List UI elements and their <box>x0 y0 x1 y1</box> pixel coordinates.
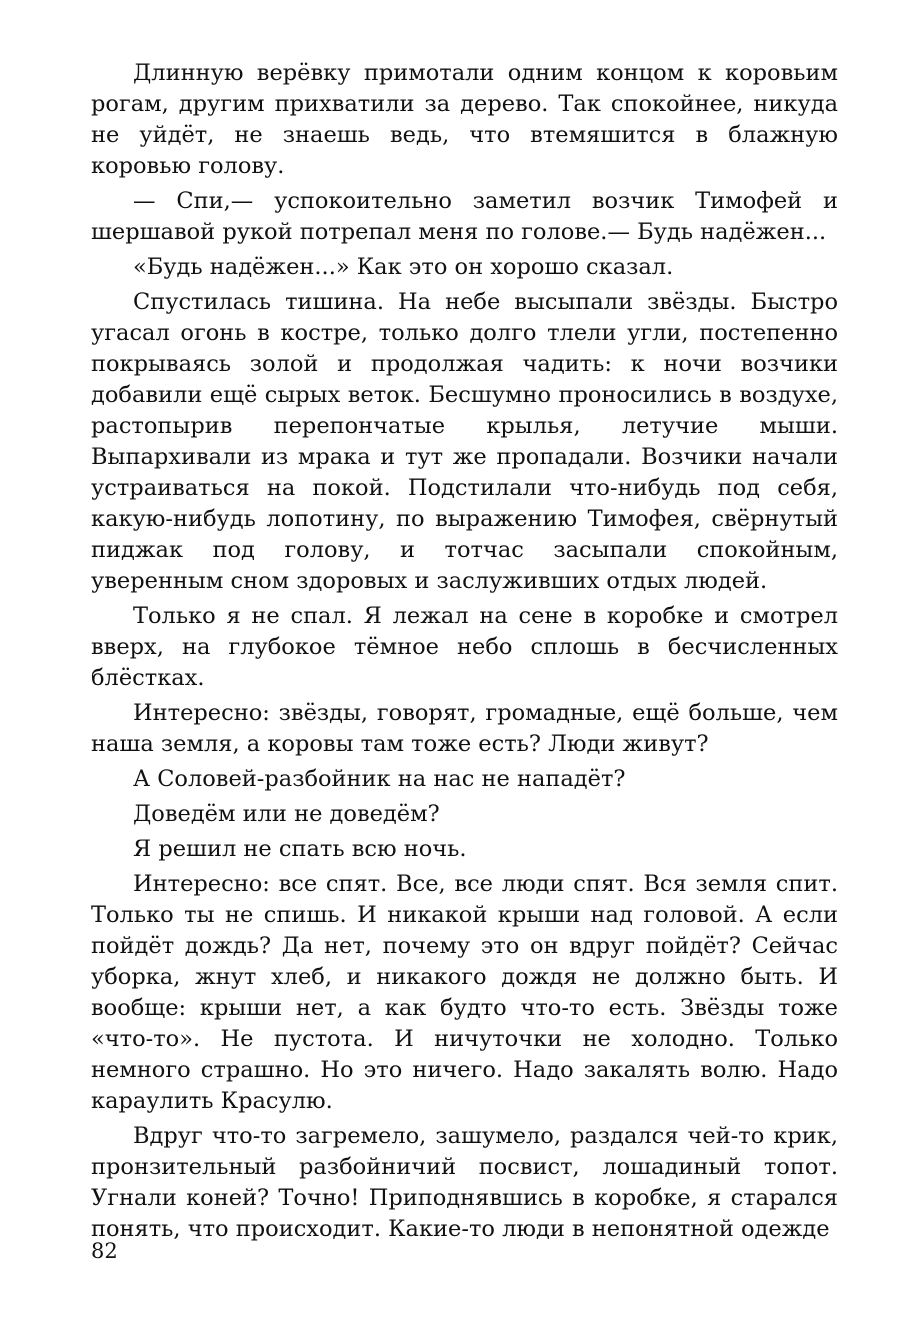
paragraph-7: А Соловей-разбойник на нас не нападёт? <box>133 766 626 792</box>
paragraph-1: Длинную верёвку примотали одним концом к коровьим рогам, другим прихватили за дерево. Так спокойнее, никуда не уйдёт, не знаешь ведь, что втемяшится в блажную коровью голову. <box>91 60 838 179</box>
page-number: 82 <box>91 1239 118 1263</box>
paragraph-10: Интересно: все спят. Все, все люди спят. Вся земля спит. Только ты не спишь. И никакой крыши над головой. А если пойдёт дождь? Да нет, почему это он вдруг пойдёт? Сейчас уборка, жнут хлеб, и никакого дождя не должно быть. И вообще: крыши нет, а как будто что-то есть. Звёзды тоже «что-то». Не пустота. И ничуточки не холодно. Только немного страшно. Но это ничего. Надо закалять волю. Надо караулить Красулю. <box>91 871 838 1114</box>
paragraph-11: Вдруг что-то загремело, зашумело, раздался чей-то крик, пронзительный разбойничий посвист, лошадиный топот. Угнали коней? Точно! Приподнявшись в коробке, я старался понять, что происходит. Какие-то люди в непонятной одежде <box>91 1123 838 1242</box>
paragraph-3: «Будь надёжен...» Как это он хорошо сказал. <box>133 254 674 280</box>
paragraph-6: Интересно: звёзды, говорят, громадные, ещё больше, чем наша земля, а коровы там тоже есть? Люди живут? <box>91 700 838 757</box>
paragraph-4: Спустилась тишина. На небе высыпали звёзды. Быстро угасал огонь в костре, только долго тлели угли, постепенно покрываясь золой и продолжая чадить: к ночи возчики добавили ещё сырых веток. Бесшумно проносились в воздухе, растопырив перепончатые крылья, летучие мыши. Выпархивали из мрака и тут же пропадали. Возчики начали устраиваться на покой. Подстилали что-нибудь под себя, какую-нибудь лопотину, по выражению Тимофея, свёрнутый пиджак под голову, и тотчас засыпали спокойным, уверенным сном здоровых и заслуживших отдых людей. <box>91 289 838 594</box>
paragraph-5: Только я не спал. Я лежал на сене в коробке и смотрел вверх, на глубокое тёмное небо сплошь в бесчисленных блёстках. <box>91 603 838 691</box>
paragraph-8: Доведём или не доведём? <box>133 801 440 827</box>
paragraph-2: — Спи,— успокоительно заметил возчик Тимофей и шершавой рукой потрепал меня по голове.— Будь надёжен... <box>91 188 838 245</box>
paragraph-9: Я решил не спать всю ночь. <box>133 836 467 862</box>
body-text <box>91 58 838 1249</box>
